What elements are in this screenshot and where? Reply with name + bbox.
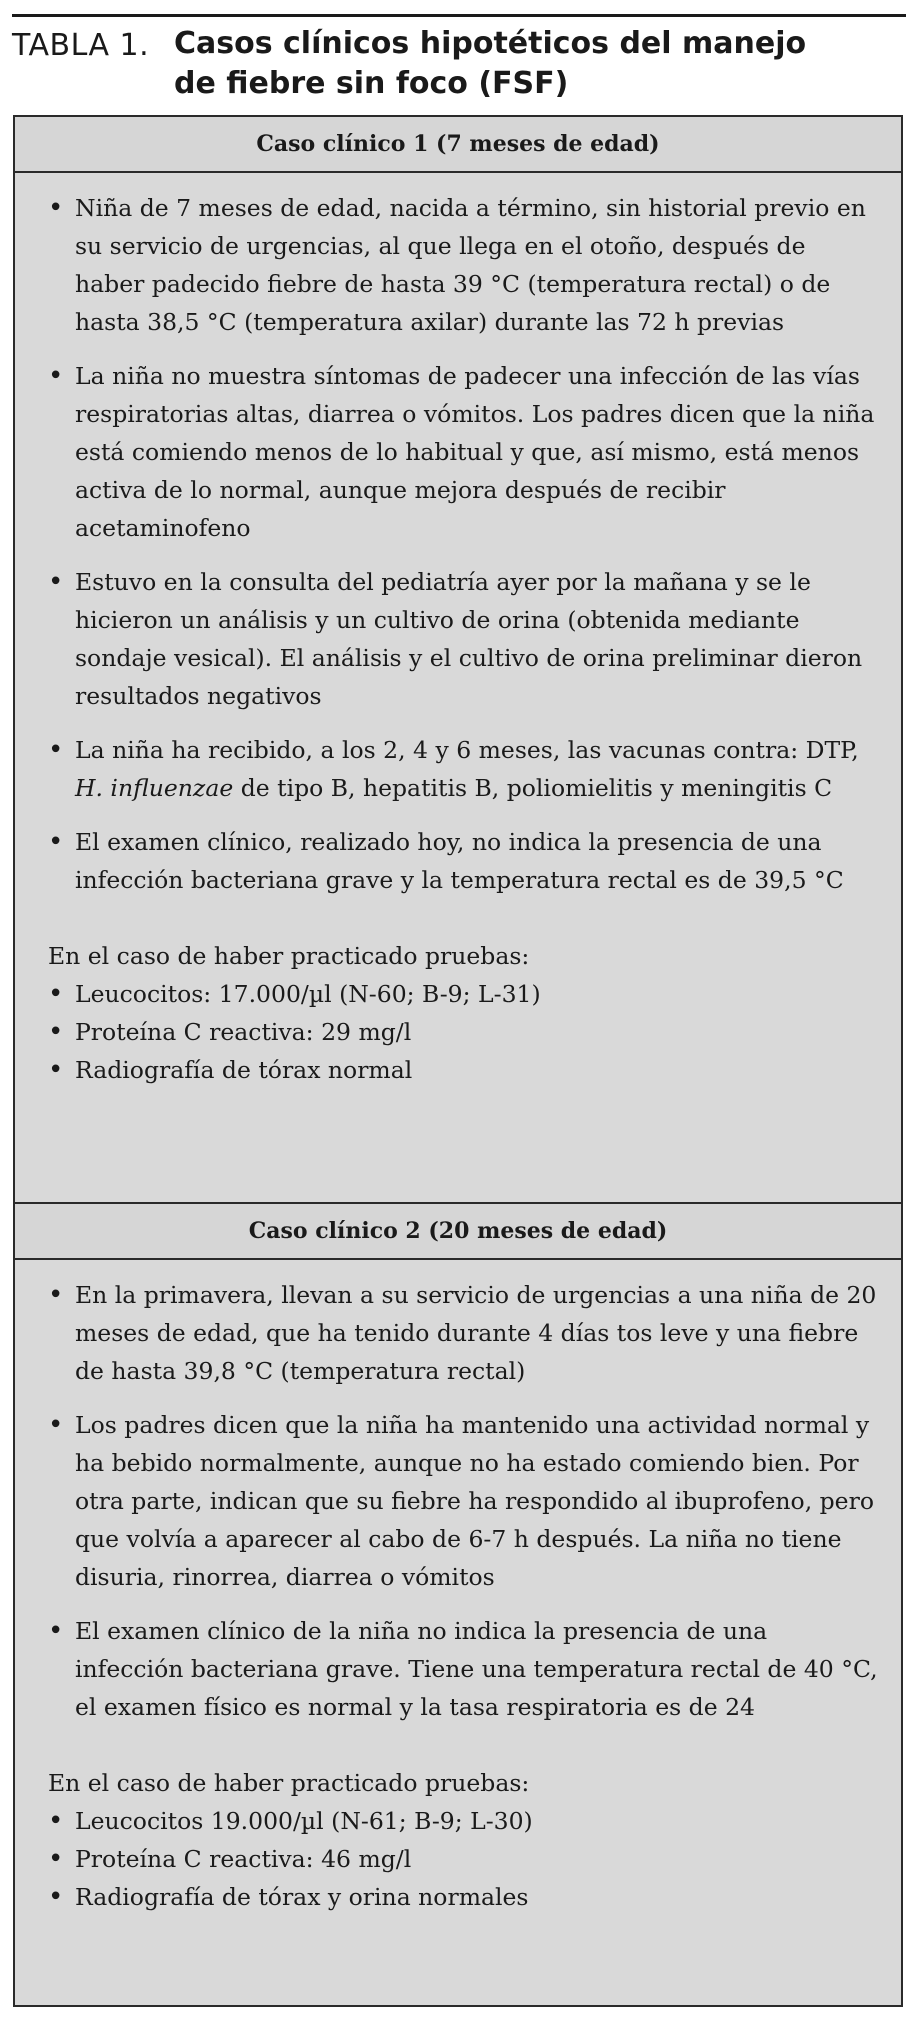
case-1-tests-title: En el caso de haber practicado pruebas: — [48, 942, 530, 970]
case-1-bullet: • El examen clínico, realizado hoy, no indica la presencia de una infección bacteriana grave y la temperatura rectal es de 39,5 °C — [15, 823, 901, 899]
bullet-dot-icon: • — [48, 1616, 64, 1646]
case-1-test-item: • Leucocitos: 17.000/µl (N-60; B-9; L-31) — [15, 975, 901, 1013]
case-1-bullet: • Niña de 7 meses de edad, nacida a término, sin historial previo en su servicio de urgencias, al que llega en el otoño, después de haber padecido fiebre de hasta 39 °C (temperatura rectal) o de hasta 38,5 °C (temperatura axilar) durante las 72 h previas — [15, 189, 901, 341]
case-2-header: Caso clínico 2 (20 meses de edad) — [15, 1204, 901, 1258]
case-2-test-item: • Proteína C reactiva: 46 mg/l — [15, 1840, 901, 1878]
bullet-dot-icon: • — [48, 735, 64, 765]
bullet-dot-icon: • — [48, 1410, 64, 1440]
case-1-bullet-list — [15, 189, 901, 899]
bullet-dot-icon: • — [48, 979, 64, 1009]
case-2-bullet: • En la primavera, llevan a su servicio de urgencias a una niña de 20 meses de edad, que ha tenido durante 4 días tos leve y una fiebre de hasta 39,8 °C (temperatura rectal) — [15, 1276, 901, 1390]
case-1-body — [15, 189, 901, 1089]
table-title-line-1: Casos clínicos hipotéticos del manejo — [174, 26, 807, 61]
table-label: TABLA 1. — [12, 28, 150, 63]
table-caption — [12, 22, 906, 110]
case-2-test-item: • Radiografía de tórax y orina normales — [15, 1878, 901, 1916]
case-1-bullet: • La niña no muestra síntomas de padecer una infección de las vías respiratorias altas, diarrea o vómitos. Los padres dicen que la niña está comiendo menos de lo habitual y que, así mismo, está menos activa de lo normal, aunque mejora después de recibir acetaminofeno — [15, 357, 901, 547]
case-table — [13, 115, 903, 2007]
case-1-test-item: • Proteína C reactiva: 29 mg/l — [15, 1013, 901, 1051]
table-title — [174, 24, 874, 104]
case-2-tests-title: En el caso de haber practicado pruebas: — [48, 1769, 530, 1797]
case-1-header-divider — [15, 171, 901, 173]
bullet-dot-icon: • — [48, 567, 64, 597]
bullet-dot-icon: • — [48, 361, 64, 391]
case-2-bullet: • El examen clínico de la niña no indica la presencia de una infección bacteriana grave. Tiene una temperatura rectal de 40 °C, el examen físico es normal y la tasa respiratoria es de 24 — [15, 1612, 901, 1726]
case-1-header: Caso clínico 1 (7 meses de edad) — [15, 117, 901, 171]
bullet-dot-icon: • — [48, 1055, 64, 1085]
case-1-bullet: • Estuvo en la consulta del pediatría ayer por la mañana y se le hicieron un análisis y un cultivo de orina (obtenida mediante sondaje vesical). El análisis y el cultivo de orina preliminar dieron resultados negativos — [15, 563, 901, 715]
bullet-dot-icon: • — [48, 193, 64, 223]
case-1-test-item: • Radiografía de tórax normal — [15, 1051, 901, 1089]
bullet-dot-icon: • — [48, 1017, 64, 1047]
case-2-body — [15, 1276, 901, 1916]
bullet-dot-icon: • — [48, 827, 64, 857]
case-2-header-divider — [15, 1258, 901, 1260]
bullet-dot-icon: • — [48, 1280, 64, 1310]
case-2-bullet: • Los padres dicen que la niña ha mantenido una actividad normal y ha bebido normalmente, aunque no ha estado comiendo bien. Por otra parte, indican que su fiebre ha respondido al ibuprofeno, pero que volvía a aparecer al cabo de 6-7 h después. La niña no tiene disuria, rinorrea, diarrea o vómitos — [15, 1406, 901, 1596]
bullet-dot-icon: • — [48, 1844, 64, 1874]
table-title-line-2: de fiebre sin foco (FSF) — [174, 66, 569, 101]
case-2-bullet-list — [15, 1276, 901, 1726]
top-rule — [12, 14, 906, 17]
bullet-dot-icon: • — [48, 1806, 64, 1836]
case-1-bullet: • La niña ha recibido, a los 2, 4 y 6 meses, las vacunas contra: DTP, H. influenzae de tipo B, hepatitis B, poliomielitis y meningitis C — [15, 731, 901, 807]
bullet-dot-icon: • — [48, 1882, 64, 1912]
case-2-test-item: • Leucocitos 19.000/µl (N-61; B-9; L-30) — [15, 1802, 901, 1840]
